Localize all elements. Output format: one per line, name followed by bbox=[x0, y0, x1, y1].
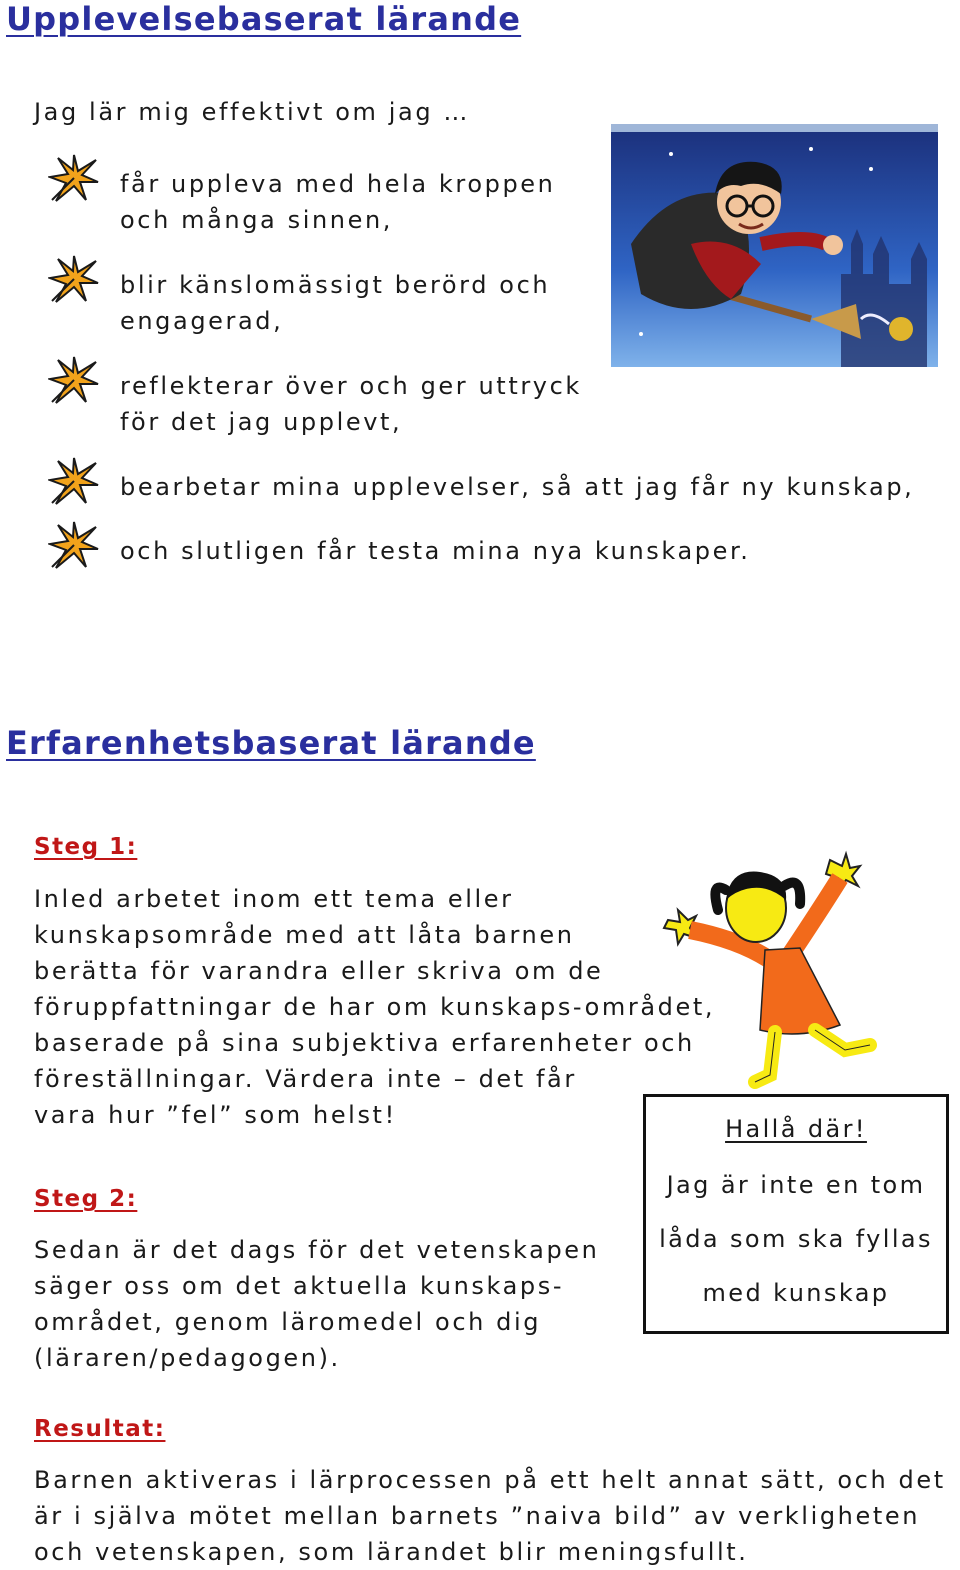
step2-label: Steg 2: bbox=[34, 1186, 138, 1212]
intro-text: Jag lär mig effektivt om jag … bbox=[34, 98, 471, 126]
speech-box-line: låda som ska fyllas bbox=[659, 1225, 933, 1253]
star-burst-icon bbox=[48, 455, 100, 507]
cheering-girl-illustration bbox=[660, 850, 885, 1090]
star-burst-icon bbox=[48, 152, 100, 204]
speech-box bbox=[643, 1094, 949, 1334]
result-text: Barnen aktiveras i lärprocessen på ett helt annat sätt, och det är i själva mötet mellan barnets ”naiva bild” av verkligheten och vetenskapen, som lärandet blir meningsfullt. bbox=[34, 1466, 946, 1566]
star-burst-icon bbox=[48, 519, 100, 571]
bullet-text: reflekterar över och ger uttryck för det jag upplevt, bbox=[120, 372, 582, 436]
speech-box-line: med kunskap bbox=[702, 1279, 890, 1307]
step2-text: Sedan är det dags för det vetenskapen säger oss om det aktuella kunskaps- området, genom läromedel och dig (läraren/pedagogen). bbox=[34, 1236, 600, 1372]
bullet-text: blir känslomässigt berörd och engagerad, bbox=[120, 271, 551, 335]
speech-box-title: Hallå där! bbox=[725, 1115, 867, 1143]
section-heading-upplevelsebaserat: Upplevelsebaserat lärande bbox=[6, 0, 522, 38]
star-burst-icon bbox=[48, 253, 100, 305]
bullet-text: och slutligen får testa mina nya kunskaper. bbox=[120, 537, 751, 565]
bullet-text: bearbetar mina upplevelser, så att jag får ny kunskap, bbox=[120, 473, 915, 501]
wizard-boy-on-broom-illustration bbox=[611, 124, 938, 367]
bullet-text: får uppleva med hela kroppen och många sinnen, bbox=[120, 170, 556, 234]
step1-text: Inled arbetet inom ett tema eller kunskapsområde med att låta barnen berätta för varandra eller skriva om de föruppfattningar de har om kunskaps-området, baserade på sina subjektiva erfarenheter och föreställningar. Värdera inte – det får vara hur ”fel” som helst! bbox=[34, 885, 716, 1129]
section-heading-erfarenhetsbaserat: Erfarenhetsbaserat lärande bbox=[6, 724, 536, 762]
step1-label: Steg 1: bbox=[34, 834, 138, 860]
result-label: Resultat: bbox=[34, 1416, 166, 1442]
speech-box-line: Jag är inte en tom bbox=[666, 1171, 926, 1199]
star-burst-icon bbox=[48, 354, 100, 406]
